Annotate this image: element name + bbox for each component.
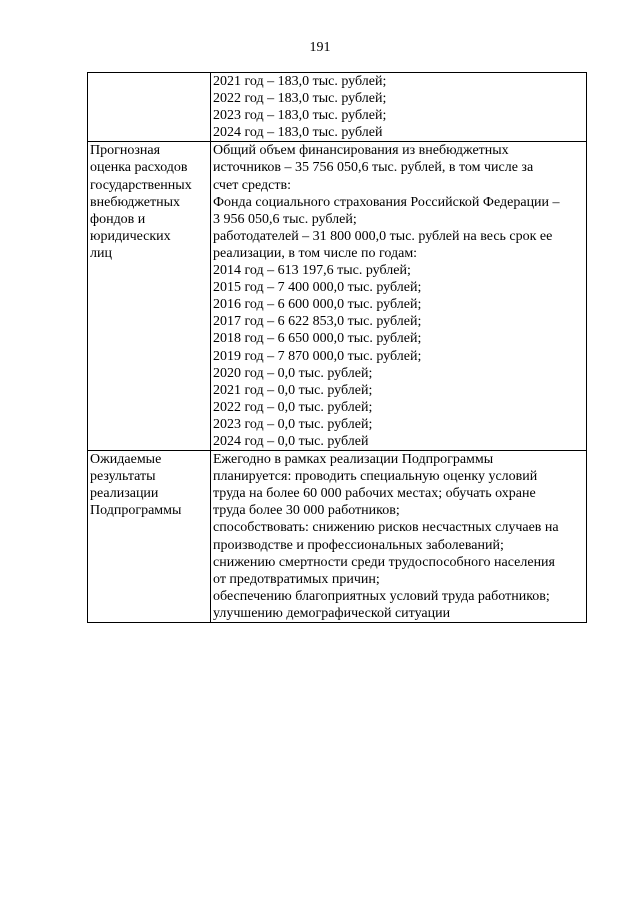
content-line: 2023 год – 0,0 тыс. рублей; (213, 416, 373, 432)
content-line: 2022 год – 0,0 тыс. рублей; (213, 399, 373, 415)
content-line: 2014 год – 613 197,6 тыс. рублей; (213, 263, 411, 279)
table-row (88, 451, 587, 623)
table-row (88, 73, 587, 142)
page-number: 191 (309, 40, 331, 55)
label-line: Ожидаемые (90, 452, 162, 468)
content-line: 2022 год – 183,0 тыс. рублей; (213, 91, 387, 107)
content-line: 2019 год – 7 870 000,0 тыс. рублей; (213, 348, 422, 364)
content-line: обеспечению благоприятных условий труда работников; (213, 588, 550, 604)
content-line: источников – 35 756 050,6 тыс. рублей, в том числе за (213, 160, 534, 176)
content-line: 2021 год – 0,0 тыс. рублей; (213, 382, 373, 398)
label-line: фондов и (90, 211, 146, 227)
label-line: лиц (90, 245, 112, 261)
content-line: 2018 год – 6 650 000,0 тыс. рублей; (213, 331, 422, 347)
content-line: труда более 30 000 работников; (213, 503, 400, 519)
label-line: результаты (90, 469, 156, 485)
content-line: улучшению демографической ситуации (213, 605, 451, 621)
content-line: 2020 год – 0,0 тыс. рублей; (213, 365, 373, 381)
row-content-cell (211, 73, 587, 142)
label-line: Подпрограммы (90, 503, 182, 519)
content-line: труда на более 60 000 рабочих местах; обучать охране (213, 486, 536, 502)
content-line: 2017 год – 6 622 853,0 тыс. рублей; (213, 314, 422, 330)
row-content-cell (211, 142, 587, 451)
content-line: 2016 год – 6 600 000,0 тыс. рублей; (213, 297, 422, 313)
content-line: 2015 год – 7 400 000,0 тыс. рублей; (213, 280, 422, 296)
content-line: 2021 год – 183,0 тыс. рублей; (213, 74, 387, 89)
content-line: производстве и профессиональных заболеваний; (213, 537, 504, 553)
label-line: государственных (90, 177, 192, 193)
label-line: оценка расходов (90, 160, 188, 176)
content-line: от предотвратимых причин; (213, 571, 380, 587)
content-line: Общий объем финансирования из внебюджетных (213, 143, 509, 159)
content-line: реализации, в том числе по годам: (213, 245, 418, 261)
label-line: юридических (90, 228, 171, 244)
row-label-cell (88, 451, 211, 623)
content-line: счет средств: (213, 177, 292, 193)
content-line: планируется: проводить специальную оценку условий (213, 469, 538, 485)
content-line: 2024 год – 183,0 тыс. рублей (213, 125, 383, 141)
row-label-cell (88, 73, 211, 142)
passport-table (87, 72, 587, 623)
content-line: 3 956 050,6 тыс. рублей; (213, 211, 357, 227)
content-line: способствовать: снижению рисков несчастных случаев на (213, 520, 559, 536)
content-line: работодателей – 31 800 000,0 тыс. рублей на весь срок ее (213, 228, 553, 244)
content-line: Ежегодно в рамках реализации Подпрограммы (213, 452, 494, 468)
row-label-cell (88, 142, 211, 451)
label-line: внебюджетных (90, 194, 181, 210)
label-line: реализации (90, 486, 159, 502)
content-line: снижению смертности среди трудоспособного населения (213, 554, 555, 570)
label-line: Прогнозная (90, 143, 161, 159)
row-content-cell (211, 451, 587, 623)
content-line: Фонда социального страхования Российской Федерации – (213, 194, 560, 210)
table-row (88, 142, 587, 451)
content-line: 2023 год – 183,0 тыс. рублей; (213, 108, 387, 124)
content-line: 2024 год – 0,0 тыс. рублей (213, 433, 369, 449)
